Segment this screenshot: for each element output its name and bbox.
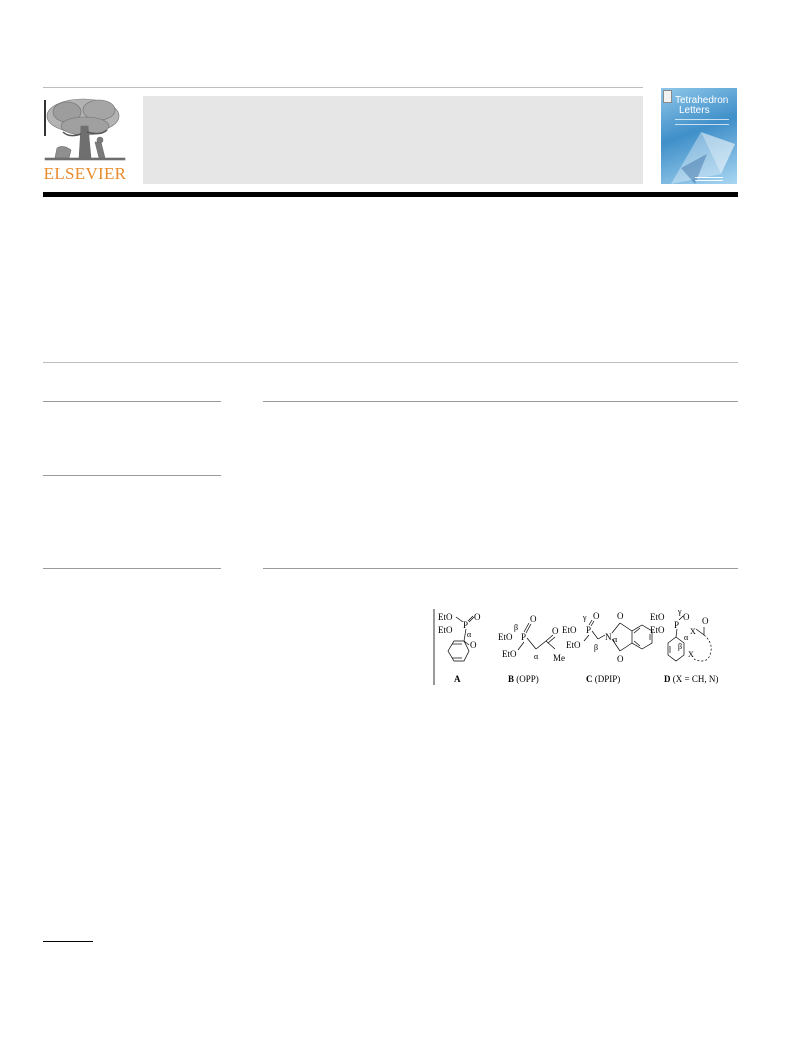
structure-d-beta: β [678,642,683,651]
structure-b-eto-left: EtO [498,632,513,642]
structure-a-eto-bottom: EtO [438,625,453,635]
structure-c-oxygen-p: O [593,611,600,621]
structure-a-label: A [454,674,461,684]
journal-banner [143,96,643,184]
structure-d-label: D (X = CH, N) [664,674,719,684]
phosphonate-structures-scheme [432,607,742,689]
structure-d-eto-top: EtO [650,612,665,622]
abstract-top-rule [263,401,738,402]
structure-d [650,607,718,684]
structure-c [562,611,652,684]
structure-b-alpha: α [534,652,539,661]
structure-b [498,614,565,684]
elsevier-wordmark: ELSEVIER [43,164,127,183]
structure-a-phosphorus: P [463,620,469,630]
structure-b-methyl: Me [553,653,565,663]
structure-b-label: B (OPP) [508,674,539,684]
structure-d-eto-bottom: EtO [650,625,665,635]
cover-title-line2: Letters [679,105,710,116]
structure-a [438,612,481,684]
cover-title-line1: Tetrahedron [675,95,729,106]
structure-c-alpha: α [613,635,618,644]
cover-title [675,96,735,116]
structure-a-eto-top: EtO [438,612,453,622]
left-column-rule-1 [43,401,221,402]
structure-c-nitrogen: N [605,632,612,642]
cover-badge-icon [663,90,672,103]
structure-d-oxygen-p: O [683,612,690,622]
tree-of-knowledge-icon [43,96,127,166]
structure-c-gamma: γ [583,613,587,622]
elsevier-logo[interactable] [43,96,127,184]
cover-pyramid-graphic [661,124,737,184]
header-thick-rule [43,192,738,197]
journal-cover-thumbnail[interactable] [661,88,737,184]
structure-c-oxygen-imide-top: O [617,611,624,621]
structure-c-eto-left: EtO [562,625,577,635]
structure-d-x-upper: X [690,627,696,636]
header-top-rule [43,87,643,88]
structure-d-oxygen-ketone: O [702,616,709,626]
structure-b-beta: β [514,623,519,632]
structure-d-gamma: γ [678,607,682,616]
structure-a-alpha: α [467,630,472,639]
structure-d-alpha: α [684,633,689,642]
structure-c-beta: β [594,643,599,652]
structure-c-eto-bottom: EtO [566,640,581,650]
structure-a-oxygen-carbonyl: O [470,640,477,650]
structure-d-x-lower: X [688,650,694,659]
structure-d-phosphorus: P [674,620,680,630]
structure-b-oxygen-ketone: O [552,626,559,636]
structure-a-oxygen-top: O [474,612,481,622]
cover-footer-lines [695,177,723,181]
structure-b-phosphorus: P [521,632,527,642]
structure-c-oxygen-imide-bottom: O [617,654,624,664]
abstract-bottom-rule [263,568,738,569]
article-info-rule [43,362,738,363]
structure-c-label: C (DPIP) [586,674,621,684]
structure-b-oxygen-p: O [530,614,537,624]
left-column-rule-2 [43,475,221,476]
structure-c-phosphorus: P [586,625,592,635]
structure-b-eto-bottom: EtO [502,649,517,659]
structures-figure [432,607,742,689]
left-column-rule-3 [43,568,221,569]
footnote-rule [43,941,93,942]
